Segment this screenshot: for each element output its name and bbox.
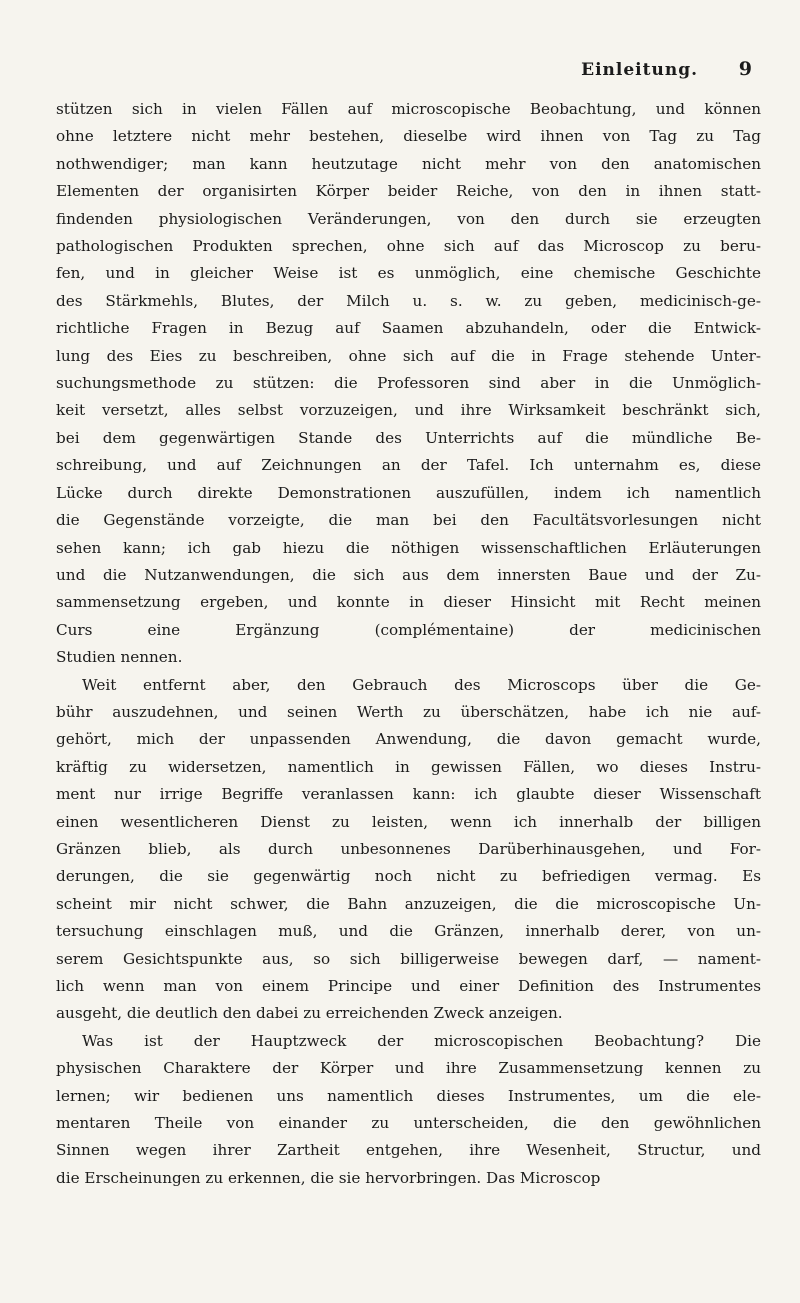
text-line: stützen sich in vielen Fällen auf microscopische Beobachtung, und können [56,100,761,118]
text-line: scheint mir nicht schwer, die Bahn anzuzeigen, die die microscopische Un- [56,894,761,913]
text-line: ohne letztere nicht mehr bestehen, dieselbe wird ihnen von Tag zu Tag [56,127,761,146]
text-line: keit versetzt, alles selbst vorzuzeigen, und ihre Wirksamkeit beschränkt sich, [56,401,761,420]
text-line: Sinnen wegen ihrer Zartheit entgehen, ihre Wesenheit, Structur, und [56,1141,761,1160]
text-line: sehen kann; ich gab hiezu die nöthigen wissenschaftlichen Erläuterungen [56,538,761,557]
text-line: gehört, mich der unpassenden Anwendung, die davon gemacht wurde, [56,730,761,749]
text-line: Studien nennen. [56,648,183,667]
page-number: 9 [738,58,752,80]
text-line: lernen; wir bedienen uns namentlich dieses Instrumentes, um die ele- [56,1086,761,1105]
text-line: Was ist der Hauptzweck der microscopischen Beobachtung? Die [82,1031,761,1050]
text-line: lung des Eies zu beschreiben, ohne sich auf die in Frage stehende Unter- [56,346,761,365]
text-line: derungen, die sie gegenwärtig noch nicht zu befriedigen vermag. Es [56,867,761,886]
text-line: und die Nutzanwendungen, die sich aus dem innersten Baue und der Zu- [56,565,761,584]
text-line: Gränzen blieb, als durch unbesonnenes Darüberhinausgehen, und For- [56,839,761,858]
text-line: findenden physiologischen Veränderungen, von den durch sie erzeugten [56,209,761,228]
text-line: lich wenn man von einem Principe und einer Definition des Instrumentes [56,977,761,995]
text-line: kräftig zu widersetzen, namentlich in gewissen Fällen, wo dieses Instru- [56,757,761,776]
text-line: die Erscheinungen zu erkennen, die sie hervorbringen. Das Microscop [56,1168,601,1187]
text-line: nothwendiger; man kann heutzutage nicht mehr von den anatomischen [56,154,761,173]
text-line: fen, und in gleicher Weise ist es unmöglich, eine chemische Geschichte [56,264,761,283]
text-line: bei dem gegenwärtigen Stande des Unterrichts auf die mündliche Be- [56,428,761,447]
text-line: einen wesentlicheren Dienst zu leisten, wenn ich innerhalb der billigen [56,812,761,831]
text-line: Lücke durch direkte Demonstrationen auszufüllen, indem ich namentlich [56,483,761,502]
text-line: tersuchung einschlagen muß, und die Gränzen, innerhalb derer, von un- [56,922,761,941]
text-line: richtliche Fragen in Bezug auf Saamen abzuhandeln, oder die Entwick- [56,319,761,338]
text-line: die Gegenstände vorzeigte, die man bei den Facultätsvorlesungen nicht [56,511,761,530]
text-line: mentaren Theile von einander zu unterscheiden, die den gewöhnlichen [56,1114,761,1133]
text-line: sammensetzung ergeben, und konnte in dieser Hinsicht mit Recht meinen [56,593,761,612]
page-header [56,58,752,88]
running-head: Einleitung. [581,60,698,80]
text-line: des Stärkmehls, Blutes, der Milch u. s. w. zu geben, medicinisch-ge- [56,291,761,310]
text-line: ment nur irrige Begriffe veranlassen kann: ich glaubte dieser Wissenschaft [56,785,761,804]
text-line: schreibung, und auf Zeichnungen an der Tafel. Ich unternahm es, diese [56,456,761,475]
text-line: physischen Charaktere der Körper und ihre Zusammensetzung kennen zu [56,1059,761,1078]
text-line: ausgeht, die deutlich den dabei zu erreichenden Zweck anzeigen. [56,1004,563,1023]
text-line: Weit entfernt aber, den Gebrauch des Microscops über die Ge- [82,675,761,694]
text-line: suchungsmethode zu stützen: die Professoren sind aber in die Unmöglich- [56,374,761,393]
text-line: bühr auszudehnen, und seinen Werth zu überschätzen, habe ich nie auf- [56,702,761,721]
text-line: Curs eine Ergänzung (complémentaine) der medicinischen [56,620,761,639]
body-text [56,96,761,1192]
text-line: Elementen der organisirten Körper beider Reiche, von den in ihnen statt- [56,182,761,201]
text-line: pathologischen Produkten sprechen, ohne sich auf das Microscop zu beru- [56,237,761,256]
text-line: serem Gesichtspunkte aus, so sich billigerweise bewegen darf, — nament- [56,949,761,968]
